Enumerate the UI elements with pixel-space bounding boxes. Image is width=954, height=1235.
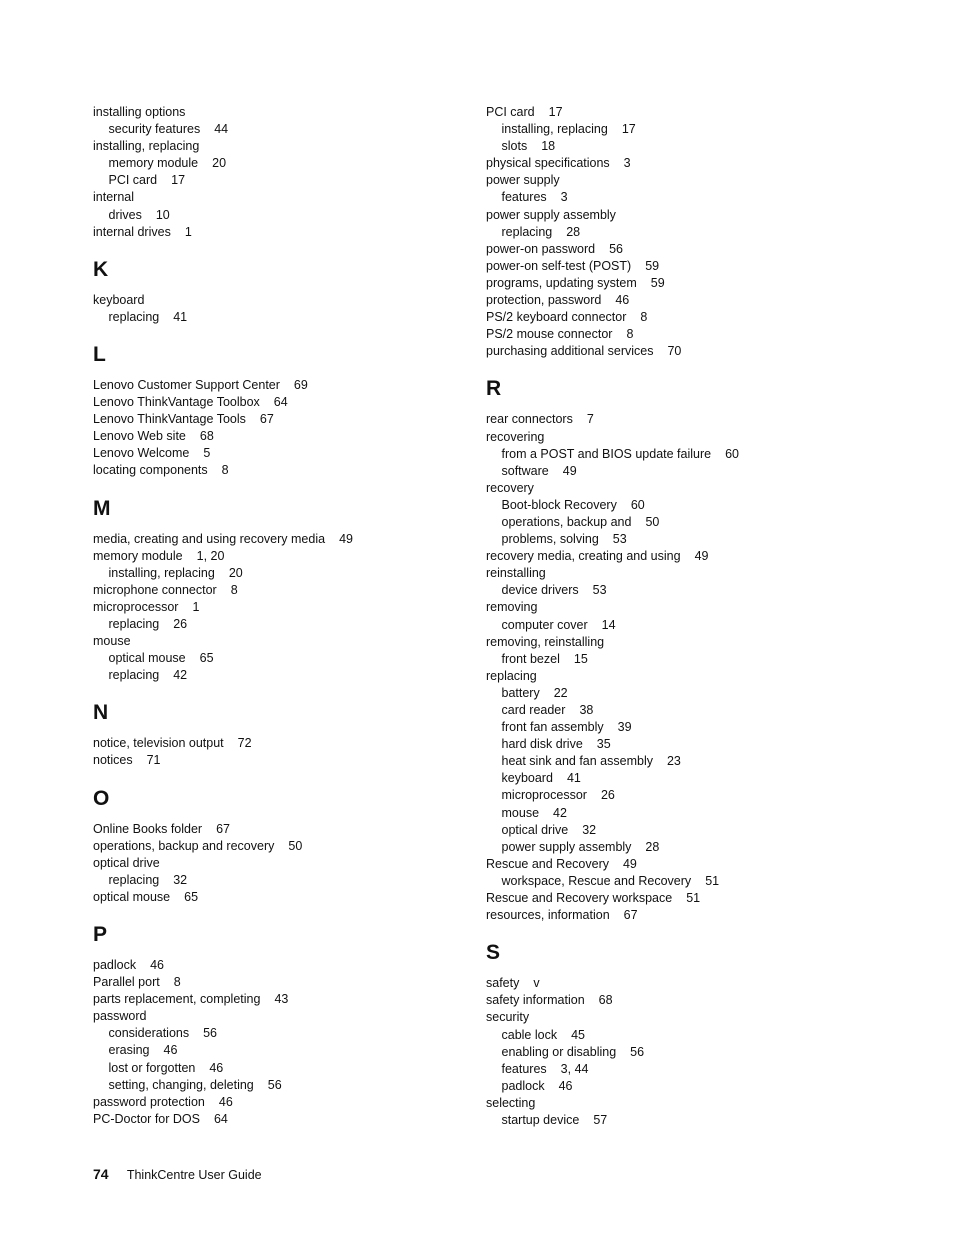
- index-subentry: [486, 446, 926, 463]
- index-term: power supply assembly: [486, 207, 616, 222]
- document-title: ThinkCentre User Guide: [126, 1168, 262, 1182]
- index-entry: [93, 752, 453, 769]
- page-reference: 46: [150, 958, 164, 972]
- index-entry: [486, 565, 926, 582]
- index-term: features: [501, 1061, 547, 1076]
- page-reference: 46: [209, 1060, 224, 1075]
- index-subentry: [486, 497, 926, 514]
- page-reference: 64: [213, 1111, 228, 1126]
- index-term: Lenovo ThinkVantage Toolbox: [93, 395, 260, 410]
- page-reference: 46: [163, 1043, 178, 1058]
- index-term: front fan assembly: [501, 720, 604, 735]
- index-subentry: [93, 1042, 453, 1059]
- index-term: replacing: [108, 309, 160, 324]
- index-term: installing options: [93, 105, 186, 119]
- index-entry: [93, 735, 453, 752]
- section-letter: R: [486, 377, 502, 401]
- index-term: locating components: [93, 463, 208, 478]
- index-term: password protection: [93, 1094, 205, 1109]
- index-entry: [486, 241, 926, 258]
- index-term: power supply assembly: [501, 839, 632, 854]
- index-subentry: [93, 207, 453, 224]
- index-term: safety: [486, 976, 520, 991]
- index-term: installing, replacing: [501, 122, 608, 137]
- page-reference: 68: [598, 993, 613, 1008]
- page-reference: 57: [593, 1112, 608, 1127]
- page-reference: 49: [562, 463, 577, 478]
- page-reference: 28: [645, 839, 660, 854]
- index-term: padlock: [93, 958, 137, 972]
- index-subentry: [486, 582, 926, 599]
- index-entry: [93, 1094, 453, 1111]
- page-reference: 10: [155, 207, 170, 222]
- index-subentry: [93, 650, 453, 667]
- index-term: from a POST and BIOS update failure: [501, 446, 712, 461]
- index-term: PC-Doctor for DOS: [93, 1111, 200, 1126]
- index-term: features: [501, 190, 547, 205]
- page-reference: 67: [216, 821, 230, 836]
- index-term: power supply: [486, 173, 560, 188]
- index-subentry: [486, 685, 926, 702]
- index-term: media, creating and using recovery media: [93, 531, 326, 546]
- index-term: memory module: [108, 156, 199, 171]
- page-reference: 7: [586, 412, 594, 427]
- index-term: Parallel port: [93, 975, 160, 990]
- index-term: slots: [501, 139, 528, 154]
- index-subentry: [93, 1025, 453, 1042]
- page-reference: 59: [645, 258, 660, 273]
- index-term: rear connectors: [486, 412, 573, 427]
- index-entry: [486, 634, 926, 651]
- index-term: installing, replacing: [108, 565, 215, 580]
- index-entry: [93, 138, 453, 155]
- index-subentry: [93, 1077, 453, 1094]
- index-term: resources, information: [486, 908, 610, 923]
- page-reference: 8: [221, 463, 229, 478]
- index-term: optical mouse: [108, 651, 186, 666]
- index-subentry: [93, 872, 453, 889]
- index-term: problems, solving: [501, 532, 599, 547]
- page-reference: 46: [615, 293, 630, 308]
- index-subentry: [486, 121, 926, 138]
- page-reference: 50: [645, 514, 660, 529]
- section-letter: S: [486, 941, 501, 965]
- index-subentry: [93, 565, 453, 582]
- index-subentry: [486, 651, 926, 668]
- index-entry: [93, 428, 453, 445]
- index-subentry: [93, 155, 453, 172]
- page-reference: 51: [705, 873, 720, 888]
- index-entry: [93, 292, 453, 309]
- page-reference: 67: [259, 412, 274, 427]
- page-reference: 8: [173, 975, 181, 990]
- page-reference: 8: [230, 582, 238, 597]
- index-term: card reader: [501, 703, 566, 717]
- index-term: notice, television output: [93, 736, 224, 751]
- page-reference: 8: [626, 327, 634, 342]
- page-number: 74: [93, 1166, 109, 1182]
- page-reference: 3: [623, 156, 631, 171]
- index-term: operations, backup and recovery: [93, 838, 275, 853]
- index-term: Rescue and Recovery: [486, 856, 609, 871]
- page-reference: 38: [579, 703, 594, 717]
- page-reference: 72: [237, 736, 252, 751]
- index-term: recovery: [486, 480, 534, 495]
- index-subentry: [486, 805, 926, 822]
- page-reference: 26: [600, 788, 615, 803]
- index-entry: [93, 957, 453, 974]
- index-term: enabling or disabling: [501, 1044, 617, 1059]
- index-section: [93, 701, 453, 769]
- page-reference: 42: [553, 805, 567, 820]
- index-term: replacing: [501, 224, 553, 239]
- index-term: workspace, Rescue and Recovery: [501, 873, 692, 888]
- index-entry: [486, 309, 926, 326]
- index-subentry: [486, 770, 926, 787]
- index-term: security: [486, 1010, 530, 1025]
- page-reference: 45: [571, 1027, 585, 1042]
- page-reference: 59: [650, 275, 665, 290]
- index-term: removing: [486, 600, 538, 615]
- index-term: Boot-block Recovery: [501, 497, 617, 512]
- page-reference: 49: [694, 549, 709, 564]
- page-reference: v: [533, 976, 540, 991]
- index-entry: [486, 207, 926, 224]
- index-term: security features: [108, 122, 201, 137]
- page-reference: 18: [541, 139, 556, 154]
- index-entry: [93, 411, 453, 428]
- index-term: installing, replacing: [93, 139, 200, 154]
- page-reference: 1: [184, 224, 192, 239]
- index-entry: [93, 445, 453, 462]
- index-term: keyboard: [93, 292, 145, 307]
- page-reference: 49: [339, 531, 353, 546]
- index-entry: [93, 394, 453, 411]
- index-entry: [486, 992, 926, 1009]
- index-entry: [93, 1008, 453, 1025]
- page-reference: 46: [558, 1078, 573, 1093]
- page-footer: [93, 1166, 262, 1182]
- index-term: power-on self-test (POST): [486, 258, 632, 273]
- index-term: keyboard: [501, 771, 553, 786]
- index-term: startup device: [501, 1112, 580, 1127]
- page-reference: 3, 44: [560, 1061, 589, 1076]
- index-term: protection, password: [486, 293, 602, 308]
- index-term: optical mouse: [93, 889, 171, 904]
- index-term: notices: [93, 753, 133, 768]
- index-entry: [93, 889, 453, 906]
- index-term: Online Books folder: [93, 821, 203, 836]
- page-reference: 44: [214, 122, 229, 137]
- index-term: replacing: [486, 668, 537, 683]
- index-term: replacing: [108, 668, 160, 683]
- index-entry: [486, 668, 926, 685]
- index-entry: [93, 582, 453, 599]
- index-term: microphone connector: [93, 582, 217, 597]
- page-reference: 14: [601, 617, 616, 632]
- page-reference: 1: [192, 599, 200, 614]
- page-reference: 65: [184, 889, 199, 904]
- section-letter: O: [93, 786, 110, 810]
- section-letter: M: [93, 496, 111, 520]
- index-entry: [93, 462, 453, 479]
- page-reference: 20: [212, 156, 227, 171]
- index-section: [486, 377, 926, 924]
- index-term: microprocessor: [93, 599, 179, 614]
- index-term: PCI card: [108, 173, 158, 188]
- index-column-right: [486, 104, 926, 1129]
- index-term: lost or forgotten: [108, 1060, 196, 1075]
- index-entry: [486, 275, 926, 292]
- page-reference: 17: [171, 173, 186, 188]
- section-letter: N: [93, 701, 109, 725]
- index-subentry: [93, 309, 453, 326]
- index-term: mouse: [93, 634, 131, 649]
- index-term: internal drives: [93, 224, 171, 239]
- index-subentry: [486, 787, 926, 804]
- index-subentry: [486, 736, 926, 753]
- index-term: optical drive: [501, 822, 569, 837]
- index-term: setting, changing, deleting: [108, 1077, 254, 1092]
- index-term: Rescue and Recovery workspace: [486, 891, 673, 906]
- page-reference: 70: [667, 344, 682, 359]
- page-reference: 56: [203, 1026, 218, 1041]
- page-reference: 32: [582, 822, 597, 837]
- section-letter: P: [93, 923, 108, 946]
- index-entry: [93, 633, 453, 650]
- index-section: [93, 497, 453, 685]
- index-section: [93, 343, 453, 480]
- index-entry: [93, 104, 453, 121]
- index-term: cable lock: [501, 1027, 558, 1042]
- index-entry: [486, 172, 926, 189]
- page-reference: 56: [609, 241, 623, 256]
- index-entry: [486, 258, 926, 275]
- index-entry: [93, 821, 453, 838]
- index-subentry: [486, 1027, 926, 1044]
- index-subentry: [93, 172, 453, 189]
- page-reference: 71: [146, 753, 161, 768]
- index-term: considerations: [108, 1026, 190, 1041]
- index-section: [93, 104, 453, 241]
- index-section: [93, 923, 453, 1128]
- page-reference: 68: [199, 429, 214, 444]
- index-subentry: [486, 822, 926, 839]
- index-term: purchasing additional services: [486, 344, 654, 359]
- index-term: safety information: [486, 993, 585, 1008]
- page-reference: 17: [548, 105, 563, 119]
- page-reference: 49: [622, 856, 637, 871]
- index-term: drives: [108, 207, 142, 222]
- page-reference: 26: [173, 616, 188, 631]
- index-term: PCI card: [486, 105, 535, 119]
- index-subentry: [486, 839, 926, 856]
- index-term: battery: [501, 685, 540, 700]
- index-subentry: [93, 616, 453, 633]
- index-entry: [486, 1095, 926, 1112]
- index-term: programs, updating system: [486, 275, 637, 290]
- index-term: PS/2 keyboard connector: [486, 310, 627, 325]
- index-term: optical drive: [93, 855, 160, 870]
- index-term: replacing: [108, 616, 160, 631]
- index-column-left: [93, 104, 453, 1128]
- index-subentry: [486, 719, 926, 736]
- index-term: parts replacement, completing: [93, 992, 261, 1007]
- index-term: padlock: [501, 1078, 545, 1093]
- page-reference: 35: [596, 737, 611, 752]
- index-term: Lenovo Web site: [93, 429, 186, 444]
- index-term: password: [93, 1009, 147, 1024]
- index-term: heat sink and fan assembly: [501, 754, 653, 769]
- index-entry: [486, 480, 926, 497]
- index-section: [486, 104, 926, 360]
- index-term: PS/2 mouse connector: [486, 327, 613, 342]
- index-entry: [486, 429, 926, 446]
- index-subentry: [93, 667, 453, 684]
- page-reference: 67: [623, 908, 638, 923]
- page-reference: 1, 20: [196, 548, 225, 563]
- page-reference: 69: [293, 377, 308, 392]
- index-entry: [486, 343, 926, 360]
- index-subentry: [486, 1078, 926, 1095]
- index-entry: [486, 104, 926, 121]
- index-term: reinstalling: [486, 566, 546, 581]
- page-reference: 17: [621, 122, 636, 137]
- index-term: erasing: [108, 1043, 150, 1058]
- page-reference: 53: [592, 583, 607, 598]
- page-reference: 28: [566, 224, 581, 239]
- index-entry: [486, 890, 926, 907]
- page-reference: 56: [630, 1044, 645, 1059]
- page-reference: 8: [640, 310, 648, 325]
- index-term: recovering: [486, 429, 545, 444]
- index-entry: [93, 377, 453, 394]
- page-reference: 53: [612, 532, 627, 547]
- index-term: replacing: [108, 872, 160, 887]
- index-term: power-on password: [486, 241, 596, 256]
- index-entry: [93, 974, 453, 991]
- index-entry: [486, 292, 926, 309]
- page-reference: 39: [617, 720, 632, 735]
- index-subentry: [486, 1112, 926, 1129]
- index-entry: [93, 189, 453, 206]
- index-term: Lenovo ThinkVantage Tools: [93, 412, 246, 427]
- index-entry: [93, 224, 453, 241]
- index-entry: [93, 1111, 453, 1128]
- index-subentry: [486, 753, 926, 770]
- page-reference: 56: [267, 1077, 282, 1092]
- page-reference: 15: [573, 651, 588, 666]
- index-term: computer cover: [501, 617, 588, 632]
- page-reference: 5: [203, 446, 211, 461]
- index-term: physical specifications: [486, 156, 610, 171]
- index-term: internal: [93, 190, 134, 205]
- index-entry: [93, 991, 453, 1008]
- page-reference: 22: [553, 685, 568, 700]
- index-term: device drivers: [501, 583, 579, 598]
- index-subentry: [486, 531, 926, 548]
- index-term: selecting: [486, 1095, 536, 1110]
- index-subentry: [486, 463, 926, 480]
- page-reference: 3: [560, 190, 568, 205]
- index-term: operations, backup and: [501, 514, 632, 529]
- index-subentry: [486, 224, 926, 241]
- index-subentry: [486, 702, 926, 719]
- index-subentry: [486, 189, 926, 206]
- index-term: hard disk drive: [501, 737, 583, 752]
- page-reference: 20: [228, 565, 243, 580]
- index-entry: [486, 548, 926, 565]
- page-reference: 23: [666, 754, 681, 769]
- index-term: mouse: [501, 805, 540, 820]
- index-entry: [93, 531, 453, 548]
- page-reference: 32: [173, 872, 188, 887]
- page-reference: 50: [288, 838, 303, 853]
- index-entry: [486, 326, 926, 343]
- index-entry: [486, 411, 926, 428]
- index-subentry: [486, 514, 926, 531]
- page-reference: 43: [274, 992, 289, 1007]
- page-reference: 65: [199, 651, 214, 666]
- page-reference: 60: [725, 446, 740, 461]
- index-entry: [93, 855, 453, 872]
- index-subentry: [486, 873, 926, 890]
- index-term: microprocessor: [501, 788, 587, 803]
- index-section: [486, 941, 926, 1129]
- section-letter: K: [93, 257, 109, 281]
- index-entry: [486, 975, 926, 992]
- index-section: [93, 258, 453, 326]
- index-subentry: [93, 121, 453, 138]
- index-subentry: [486, 617, 926, 634]
- page-reference: 41: [173, 309, 188, 324]
- index-subentry: [486, 1061, 926, 1078]
- index-entry: [486, 599, 926, 616]
- index-term: removing, reinstalling: [486, 634, 605, 649]
- page-reference: 46: [218, 1094, 233, 1109]
- page-reference: 41: [566, 771, 581, 786]
- index-term: memory module: [93, 548, 183, 563]
- page-reference: 64: [273, 395, 288, 410]
- index-term: recovery media, creating and using: [486, 549, 681, 564]
- index-subentry: [486, 1044, 926, 1061]
- index-subentry: [93, 1060, 453, 1077]
- index-entry: [486, 1009, 926, 1026]
- index-section: [93, 787, 453, 906]
- page-reference: 60: [630, 497, 645, 512]
- index-subentry: [486, 138, 926, 155]
- index-entry: [486, 907, 926, 924]
- index-term: software: [501, 463, 549, 478]
- index-term: front bezel: [501, 651, 560, 666]
- index-entry: [93, 599, 453, 616]
- index-entry: [486, 155, 926, 172]
- section-letter: L: [93, 342, 106, 366]
- index-term: Lenovo Customer Support Center: [93, 377, 280, 392]
- page-reference: 42: [173, 668, 188, 683]
- page-reference: 51: [686, 891, 701, 906]
- index-entry: [93, 548, 453, 565]
- index-term: Lenovo Welcome: [93, 446, 190, 461]
- index-entry: [486, 856, 926, 873]
- index-entry: [93, 838, 453, 855]
